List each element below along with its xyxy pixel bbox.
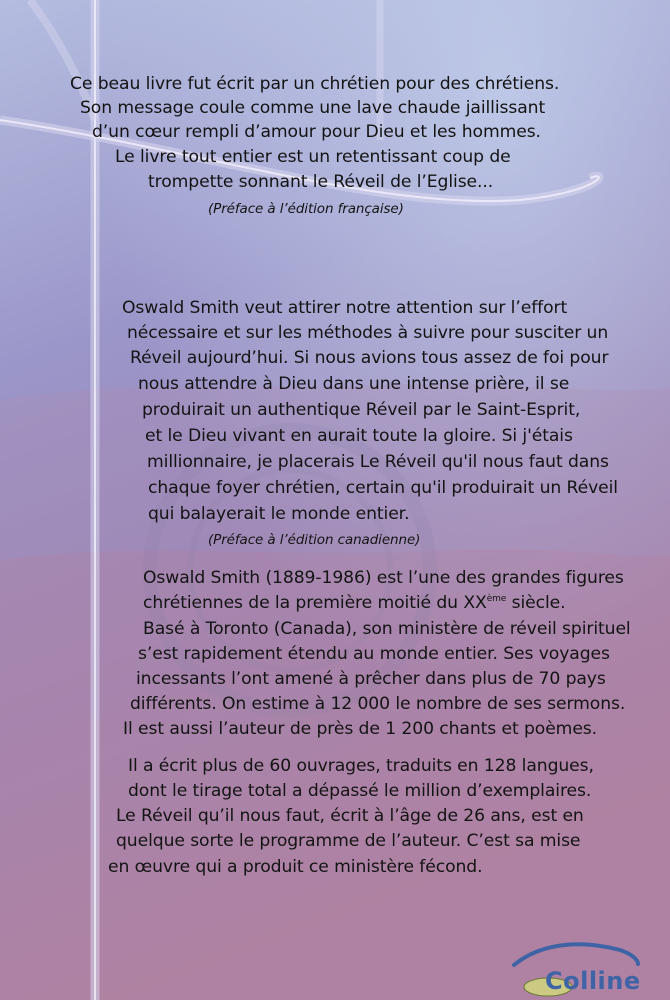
text-line: quelque sorte le programme de l’auteur. C’est sa mise [116, 831, 581, 851]
text-line: en œuvre qui a produit ce ministère fécond. [108, 857, 483, 877]
text-line: Oswald Smith (1889-1986) est l’une des grandes figures [143, 568, 624, 588]
text-line: nous attendre à Dieu dans une intense prière, il se [138, 374, 570, 394]
text-line: Il a écrit plus de 60 ouvrages, traduits en 128 langues, [128, 756, 594, 776]
text-line: d’un cœur rempli d’amour pour Dieu et les hommes. [92, 122, 541, 142]
text-line: nécessaire et sur les méthodes à suivre pour susciter un [127, 323, 609, 343]
text-line: incessants l’ont amené à prêcher dans plus de 70 pays [136, 669, 606, 689]
text-line: dont le tirage total a dépassé le million d’exemplaires. [128, 781, 592, 801]
text-line: s’est rapidement étendu au monde entier. Ses voyages [138, 644, 610, 664]
text-line: Le livre tout entier est un retentissant coup de [115, 147, 511, 167]
text-line: Son message coule comme une lave chaude jaillissant [80, 98, 546, 118]
text-line: et le Dieu vivant en aurait toute la gloire. Si j'étais [145, 426, 573, 446]
text-line: Le Réveil qu’il nous faut, écrit à l’âge de 26 ans, est en [116, 806, 584, 826]
superscript: ème [486, 594, 507, 604]
text-line: différents. On estime à 12 000 le nombre de ses sermons. [130, 694, 626, 714]
text-line: Ce beau livre fut écrit par un chrétien pour des chrétiens. [70, 74, 560, 94]
source-note: (Préface à l’édition canadienne) [208, 532, 421, 548]
text-line: Il est aussi l’auteur de près de 1 200 chants et poèmes. [123, 719, 598, 739]
text-line: chrétiennes de la première moitié du XXème siècle. [143, 593, 566, 613]
text-line: qui balayerait le monde entier. [148, 504, 410, 524]
text-line: Réveil aujourd’hui. Si nous avions tous assez de foi pour [130, 348, 609, 368]
text-line: Oswald Smith veut attirer notre attention sur l’effort [122, 298, 568, 318]
text-line: Basé à Toronto (Canada), son ministère de réveil spirituel [143, 619, 631, 639]
text-line: millionnaire, je placerais Le Réveil qu'il nous faut dans [147, 452, 609, 472]
publisher-logo-text: Colline [545, 967, 641, 995]
text-line: produirait un authentique Réveil par le Saint-Esprit, [142, 400, 581, 420]
source-note: (Préface à l’édition française) [208, 201, 404, 217]
text-line: trompette sonnant le Réveil de l’Eglise... [148, 172, 494, 192]
text-line: chaque foyer chrétien, certain qu'il produirait un Réveil [148, 478, 618, 498]
